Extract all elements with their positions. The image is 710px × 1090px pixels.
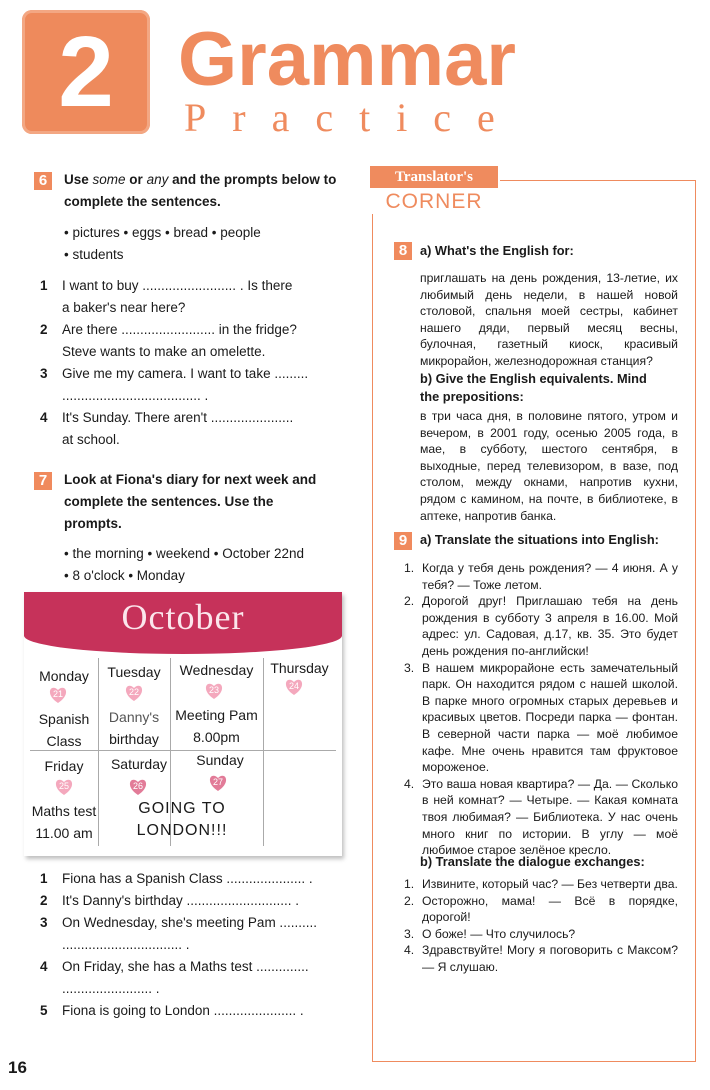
list-item: 3. О боже! — Что случилось?	[404, 926, 576, 941]
heart-date-icon: 25	[54, 778, 74, 796]
badge-corner: CORNER	[385, 190, 483, 213]
exercise-7-prompts: • the morning • weekend • October 22nd • 8 o'clock • Monday	[64, 546, 305, 583]
list-item: 2. Дорогой друг! Приглашаю тебя на день рождения в субботу 3 апреля в 16.00. Мой адрес: ул. Садовая, д.17, кв. 35. Это будет день рождения по-английски!	[404, 594, 678, 658]
day-name: Thursday	[270, 660, 329, 676]
exercise-9a-items	[404, 560, 678, 859]
list-item: 3 On Wednesday, she's meeting Pam .......... ................................ .	[40, 915, 317, 952]
heart-date-icon: 26	[128, 778, 148, 796]
exercise-6-prompts: • pictures • eggs • bread • people • students	[64, 225, 261, 262]
list-item: 1 I want to buy ......................... . Is there a baker's near here?	[40, 278, 293, 315]
exercise-8a-text: приглашать на день рождения, 13-летие, их любимый день недели, в нашей новой столовой, спальня моей сестры, кабинет нашего дяди, первый месяц весны, булочная, газетный киоск, красивый микрорайон, железнодорожная станция?	[420, 271, 678, 368]
day-note: Maths test 11.00 am	[31, 803, 97, 841]
exercise-7-items	[40, 868, 350, 1022]
exercise-7-instruction: Look at Fiona's diary for next week and complete the sentences. Use the prompts.	[64, 472, 317, 531]
calendar-month: October	[121, 597, 245, 637]
exercise-6-instruction: Use some or any and the prompts below to complete the sentences.	[64, 172, 337, 209]
day-note: Danny's birthday	[108, 709, 160, 747]
list-item: 1. Извините, который час? — Без четверти два.	[404, 877, 678, 891]
day-name: Tuesday	[107, 664, 161, 680]
list-item: 1 Fiona has a Spanish Class ..................... .	[40, 871, 313, 886]
badge-translators: Translator's	[370, 166, 498, 188]
exercise-8a-title: a) What's the English for:	[420, 243, 574, 258]
list-item: 4. Здравствуйте! Могу я поговорить с Максом? — Я слушаю.	[404, 943, 678, 974]
heart-date-icon: 23	[204, 682, 224, 700]
exercise-9-number: 9	[394, 532, 412, 550]
list-item: 4 On Friday, she has a Maths test .............. ........................ .	[40, 959, 309, 996]
page-title: Grammar	[178, 17, 516, 102]
unit-number: 2	[58, 16, 114, 128]
day-name: Sunday	[196, 752, 244, 768]
exercise-7-number: 7	[34, 472, 52, 490]
list-item: 2 Are there ......................... in the fridge? Steve wants to make an omelette.	[40, 322, 297, 359]
list-item: 4 It's Sunday. There aren't ...................... at school.	[40, 410, 294, 447]
list-item: 5 Fiona is going to London ...................... .	[40, 1003, 304, 1018]
day-name: Wednesday	[179, 662, 254, 678]
exercise-9b-items	[404, 876, 678, 976]
list-item: 2. Осторожно, мама! — Всё в порядке, дорогой!	[404, 893, 678, 925]
day-name: Saturday	[110, 756, 168, 772]
exercise-6-number: 6	[34, 172, 52, 190]
list-item: 3 Give me my camera. I want to take ......... ..................................... .	[40, 366, 309, 403]
calendar-grid	[30, 658, 336, 846]
exercise-6-items	[40, 275, 350, 451]
list-item: 3. В нашем микрорайоне есть замечательный парк. Он находится рядом с нашей школой. В парке много огромных старых деревьев и красивых цветов. Посреди парка — фонтан. В северной части парка — моё любимое кафе. Мне очень нравится там фруктовое мороженое.	[404, 660, 678, 775]
heart-date-icon: 21	[48, 686, 68, 704]
exercise-8-number: 8	[394, 242, 412, 260]
weekend-note: GOING TO LONDON!!!	[136, 800, 228, 839]
exercise-8b-text: в три часа дня, в половине пятого, утром и вечером, в 2001 году, осенью 2005 года, в мае, в субботу, шестого сентября, в выходные, перед телевизором, в вазе, под столом, между окнами, напротив кухни, рядом с камином, на почте, в библиотеке, в аптеке, напротив банка.	[420, 409, 678, 523]
exercise-9b-title: b) Translate the dialogue exchanges:	[420, 854, 645, 869]
heart-date-icon: 24	[284, 678, 304, 696]
page-subtitle: Practice	[184, 95, 521, 140]
exercise-8b-title: b) Give the English equivalents. Mind the prepositions:	[420, 371, 647, 404]
day-note: Meeting Pam 8.00pm	[175, 707, 258, 745]
heart-date-icon: 22	[124, 684, 144, 702]
list-item: 4. Это ваша новая квартира? — Да. — Сколько в ней комнат? — Четыре. — Какая комната твоя любимая? — Библиотека. У нас очень много книг по истории. В углу — моё любимое старое зелёное кресло.	[404, 776, 678, 858]
day-note: Spanish Class	[38, 711, 90, 749]
list-item: 1. Когда у тебя день рождения? — 4 июня. А у тебя? — Тоже летом.	[404, 561, 678, 592]
day-name: Friday	[44, 758, 84, 774]
heart-date-icon: 27	[208, 774, 228, 792]
page-number: 16	[8, 1058, 27, 1077]
day-name: Monday	[39, 668, 89, 684]
list-item: 2 It's Danny's birthday ............................ .	[40, 893, 299, 908]
exercise-9a-title: a) Translate the situations into English:	[420, 532, 659, 547]
